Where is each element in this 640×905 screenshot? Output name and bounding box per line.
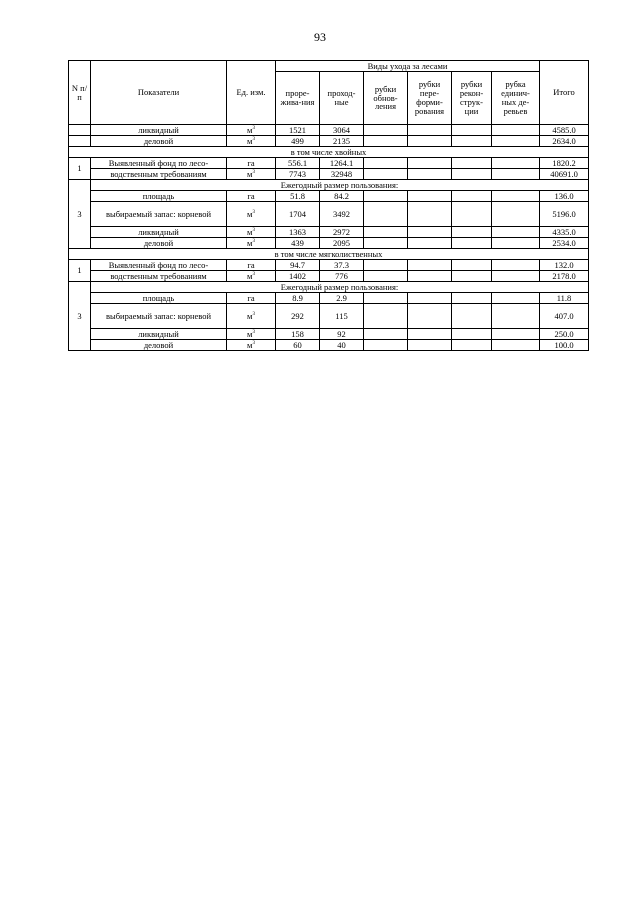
unit-cell: $м^3$ [227, 136, 276, 147]
cell-total: 407.0 [540, 304, 589, 329]
page-number: 93 [314, 30, 326, 44]
header-indicators: Показатели [91, 61, 227, 125]
cell-total: 132.0 [540, 260, 589, 271]
header-group: Виды ухода за лесами [276, 61, 540, 72]
table-row [69, 191, 589, 202]
cell-passing: 32948 [320, 169, 364, 180]
unit-cell: $м^3$ [227, 271, 276, 282]
cell-passing: 2095 [320, 238, 364, 249]
row-label: площадь [91, 191, 227, 202]
cell-total: 2178.0 [540, 271, 589, 282]
table-row [69, 158, 589, 169]
header-col-6: рубка единич-ных де-ревьев [492, 72, 540, 125]
unit-cell: $м^3$ [227, 340, 276, 351]
cell-total: 11.8 [540, 293, 589, 304]
row-number: 3 [69, 282, 91, 351]
cell-thinning: 1521 [276, 125, 320, 136]
cell-thinning: 439 [276, 238, 320, 249]
cell-thinning: 556.1 [276, 158, 320, 169]
header-col-3: рубки обнов-ления [364, 72, 408, 125]
cell-total: 40691.0 [540, 169, 589, 180]
unit-cell: $м^3$ [227, 125, 276, 136]
cell-thinning: 1363 [276, 227, 320, 238]
row-label: Выявленный фонд по лесо- [91, 158, 227, 169]
row-label: деловой [91, 136, 227, 147]
unit-cell: га [227, 260, 276, 271]
cell-passing: 776 [320, 271, 364, 282]
header-col-5: рубки рекон-струк-ции [452, 72, 492, 125]
unit-cell: га [227, 191, 276, 202]
cell-passing: 92 [320, 329, 364, 340]
cell-thinning: 94.7 [276, 260, 320, 271]
cell-passing: 2972 [320, 227, 364, 238]
cell-total: 2534.0 [540, 238, 589, 249]
cell-thinning: 7743 [276, 169, 320, 180]
unit-cell: $м^3$ [227, 202, 276, 227]
row-label: выбираемый запас: корневой [91, 202, 227, 227]
cell-thinning: 8.9 [276, 293, 320, 304]
cell-passing: 37.3 [320, 260, 364, 271]
table-row [69, 125, 589, 136]
cell-total: 4335.0 [540, 227, 589, 238]
cell-passing: 40 [320, 340, 364, 351]
unit-cell: $м^3$ [227, 329, 276, 340]
cell-passing: 3492 [320, 202, 364, 227]
header-total: Итого [540, 61, 589, 125]
header-col-4: рубки пере-форми-рования [408, 72, 452, 125]
section-title: в том числе мягколиственных [69, 249, 589, 260]
cell-total: 4585.0 [540, 125, 589, 136]
cell-thinning: 158 [276, 329, 320, 340]
cell-total: 250.0 [540, 329, 589, 340]
table-row [69, 293, 589, 304]
table-row [69, 340, 589, 351]
cell-total: 2634.0 [540, 136, 589, 147]
cell-passing: 2135 [320, 136, 364, 147]
unit-cell: $м^3$ [227, 238, 276, 249]
table-row [69, 260, 589, 271]
annual-title: Ежегодный размер пользования: [91, 282, 589, 293]
table-row [69, 136, 589, 147]
section-title: в том числе хвойных [69, 147, 589, 158]
forest-care-table [68, 60, 589, 351]
header-unit: Ед. изм. [227, 61, 276, 125]
row-number: 1 [69, 158, 91, 180]
unit-cell: $м^3$ [227, 169, 276, 180]
cell-thinning: 292 [276, 304, 320, 329]
table-row [69, 202, 589, 227]
table-row [69, 238, 589, 249]
cell-passing: 1264.1 [320, 158, 364, 169]
header-col-1: прорe-жива-ния [276, 72, 320, 125]
row-label: ликвидный [91, 329, 227, 340]
header-col-2: проход-ные [320, 72, 364, 125]
cell-thinning: 1704 [276, 202, 320, 227]
cell-thinning: 499 [276, 136, 320, 147]
cell-passing: 84.2 [320, 191, 364, 202]
row-label: деловой [91, 238, 227, 249]
row-label: ликвидный [91, 227, 227, 238]
row-label: водственным требованиям [91, 169, 227, 180]
table-row [69, 169, 589, 180]
unit-cell: $м^3$ [227, 304, 276, 329]
cell-thinning: 1402 [276, 271, 320, 282]
row-number: 1 [69, 260, 91, 282]
table-row [69, 271, 589, 282]
cell-passing: 115 [320, 304, 364, 329]
row-label: площадь [91, 293, 227, 304]
row-number: 3 [69, 180, 91, 249]
cell-total: 100.0 [540, 340, 589, 351]
unit-cell: $м^3$ [227, 227, 276, 238]
row-label: выбираемый запас: корневой [91, 304, 227, 329]
table-row [69, 329, 589, 340]
unit-cell: га [227, 158, 276, 169]
row-label: Выявленный фонд по лесо- [91, 260, 227, 271]
row-label: водственным требованиям [91, 271, 227, 282]
header-n: N п/п [69, 61, 91, 125]
unit-cell: га [227, 293, 276, 304]
table-row [69, 304, 589, 329]
cell-thinning: 51.8 [276, 191, 320, 202]
cell-total: 1820.2 [540, 158, 589, 169]
annual-title: Ежегодный размер пользования: [91, 180, 589, 191]
cell-total: 136.0 [540, 191, 589, 202]
cell-thinning: 60 [276, 340, 320, 351]
row-label: ликвидный [91, 125, 227, 136]
cell-total: 5196.0 [540, 202, 589, 227]
row-label: деловой [91, 340, 227, 351]
cell-passing: 2.9 [320, 293, 364, 304]
cell-passing: 3064 [320, 125, 364, 136]
table-row [69, 227, 589, 238]
